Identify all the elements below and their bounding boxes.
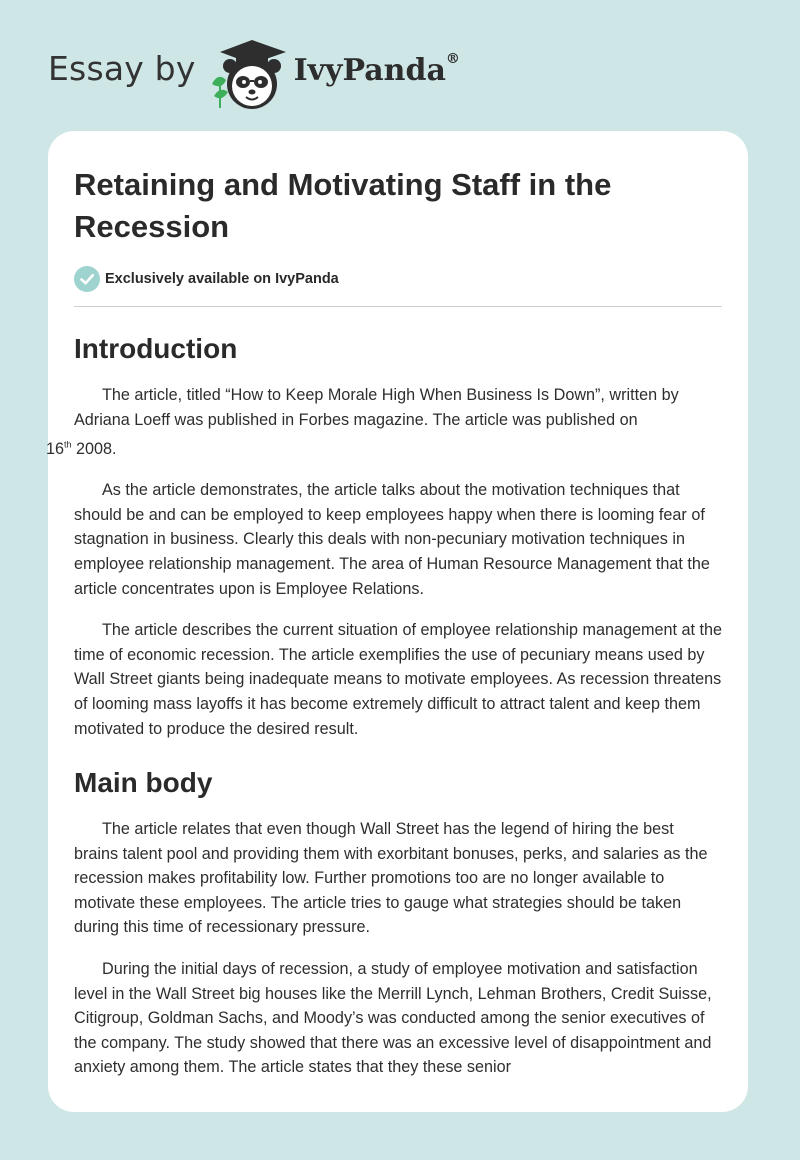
essay-by-label: Essay by bbox=[48, 48, 196, 88]
article-title: Retaining and Motivating Staff in the Recession bbox=[74, 167, 612, 244]
panda-logo-icon[interactable] bbox=[206, 34, 292, 114]
section-heading-main-body: Main body bbox=[74, 767, 213, 799]
brand-name[interactable] bbox=[293, 50, 460, 88]
registered-mark: ® bbox=[445, 50, 460, 67]
exclusive-badge-text: Exclusively available on IvyPanda bbox=[105, 271, 339, 287]
date-day: 16 bbox=[46, 439, 65, 458]
exclusive-badge bbox=[74, 266, 722, 292]
check-circle-icon bbox=[74, 266, 100, 292]
paragraph: During the initial days of recession, a study of employee motivation and satisfaction level in the Wall Street big houses like the Merrill Lynch, Lehman Brothers, Credit Suisse, Citigroup, Goldman Sachs, and Moody’s was conducted among the senior executives of the company. The study showed that there was an excessive level of disappointment and anxiety among them. The article states that they these senior bbox=[74, 960, 712, 1077]
article-card bbox=[48, 131, 748, 1112]
date-year: 2008. bbox=[71, 439, 117, 458]
paragraph bbox=[46, 383, 722, 461]
title-divider bbox=[74, 306, 722, 307]
section-heading-introduction: Introduction bbox=[74, 333, 238, 364]
site-header bbox=[48, 34, 460, 114]
paragraph: The article relates that even though Wall Street has the legend of hiring the best brains talent pool and providing them with exorbitant bonuses, perks, and salaries as the recession makes profitability low. Further promotions too are no longer available to motivate these employees. The article tries to gauge what strategies should be taken during this time of recessionary pressure. bbox=[74, 820, 708, 937]
publication-date bbox=[46, 440, 117, 458]
paragraph: The article describes the current situation of employee relationship management at the time of economic recession. The article exemplifies the use of pecuniary means used by Wall Street giants being inadequate means to motivate employees. As recession threatens of looming mass layoffs it has become extremely difficult to attract talent and keep them motivated to produce the desired result. bbox=[74, 621, 722, 738]
date-suffix: th bbox=[64, 439, 72, 450]
brand-name-text: IvyPanda bbox=[293, 52, 446, 88]
paragraph-text: The article, titled “How to Keep Morale High When Business Is Down”, written by Adriana Loeff was published in Forbes magazine. The article was published on bbox=[74, 386, 679, 429]
paragraph: As the article demonstrates, the article talks about the motivation techniques that should be and can be employed to keep employees happy when there is looming fear of stagnation in business. Clearly this deals with non-pecuniary motivation techniques in employee relationship management. The area of Human Resource Management that the article concentrates upon is Employee Relations. bbox=[74, 481, 710, 598]
